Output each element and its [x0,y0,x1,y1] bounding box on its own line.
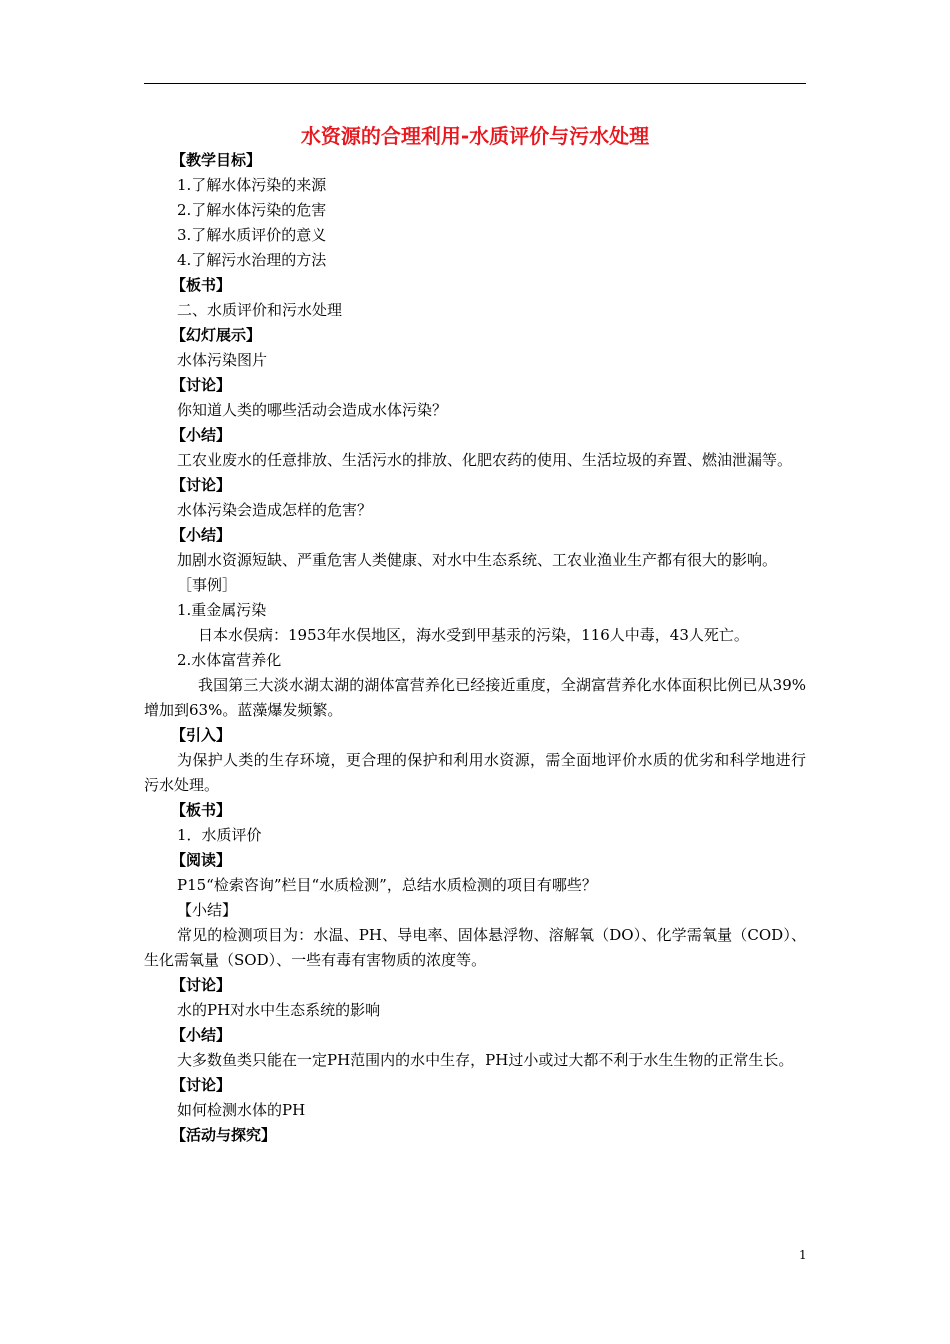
section-heading: 【教学目标】 [171,151,262,169]
section-heading: 【讨论】 [171,1076,232,1094]
paragraph: 大多数鱼类只能在一定PH范围内的水中生存，PH过小或过大都不利于水生生物的正常生长。 [177,1051,794,1069]
text-line: 【小结】 [177,901,238,919]
text-line: 水的PH对水中生态系统的影响 [177,1001,381,1019]
document-body [144,148,806,1148]
section-heading: 【活动与探究】 [171,1126,277,1144]
section-heading: 【讨论】 [171,476,232,494]
header-rule [144,83,806,84]
text-line: 水体污染图片 [177,351,268,369]
paragraph: 为保护人类的生存环境，更合理的保护和利用水资源，需全面地评价水质的优劣和科学地进行污水处理。 [144,751,806,794]
document-title: 水资源的合理利用-水质评价与污水处理 [300,124,650,148]
section-heading: 【板书】 [171,801,232,819]
section-heading: 【小结】 [171,1026,232,1044]
page-number: 1 [799,1248,807,1262]
text-line: 水体污染会造成怎样的危害？ [177,501,373,519]
paragraph: 工农业废水的任意排放、生活污水的排放、化肥农药的使用、生活垃圾的弃置、燃油泄漏等。 [177,451,793,469]
text-line: 如何检测水体的PH [177,1101,306,1119]
text-line: 2.了解水体污染的危害 [177,201,327,219]
text-line: 日本水俣病：1953年水俣地区，海水受到甲基汞的污染，116人中毒，43人死亡。 [198,626,749,644]
section-heading: 【小结】 [171,526,232,544]
section-heading: 【引入】 [171,726,232,744]
section-heading: 【讨论】 [171,976,232,994]
text-line: 1.了解水体污染的来源 [177,176,327,194]
section-heading: 【板书】 [171,276,232,294]
section-heading: 【阅读】 [171,851,232,869]
paragraph: 常见的检测项目为：水温、PH、导电率、固体悬浮物、溶解氧（DO）、化学需氧量（COD）、生化需氧量（SOD）、一些有毒有害物质的浓度等。 [144,926,806,969]
text-line: 2.水体富营养化 [177,651,282,669]
section-heading: 【幻灯展示】 [171,326,262,344]
text-line: 1.重金属污染 [177,601,267,619]
text-line: 二、水质评价和污水处理 [177,301,343,319]
text-line: P15“检索咨询”栏目“水质检测”，总结水质检测的项目有哪些？ [177,876,597,894]
text-line: 你知道人类的哪些活动会造成水体污染？ [177,401,448,419]
text-line: 3.了解水质评价的意义 [177,226,327,244]
text-line: ［事例］ [177,576,238,594]
section-heading: 【讨论】 [171,376,232,394]
paragraph: 我国第三大淡水湖太湖的湖体富营养化已经接近重度，全湖富营养化水体面积比例已从39%增加到63%。蓝藻爆发频繁。 [144,676,806,719]
paragraph: 加剧水资源短缺、严重危害人类健康、对水中生态系统、工农业渔业生产都有很大的影响。 [177,551,778,569]
text-line: 1．水质评价 [177,826,262,844]
section-heading: 【小结】 [171,426,232,444]
text-line: 4.了解污水治理的方法 [177,251,327,269]
